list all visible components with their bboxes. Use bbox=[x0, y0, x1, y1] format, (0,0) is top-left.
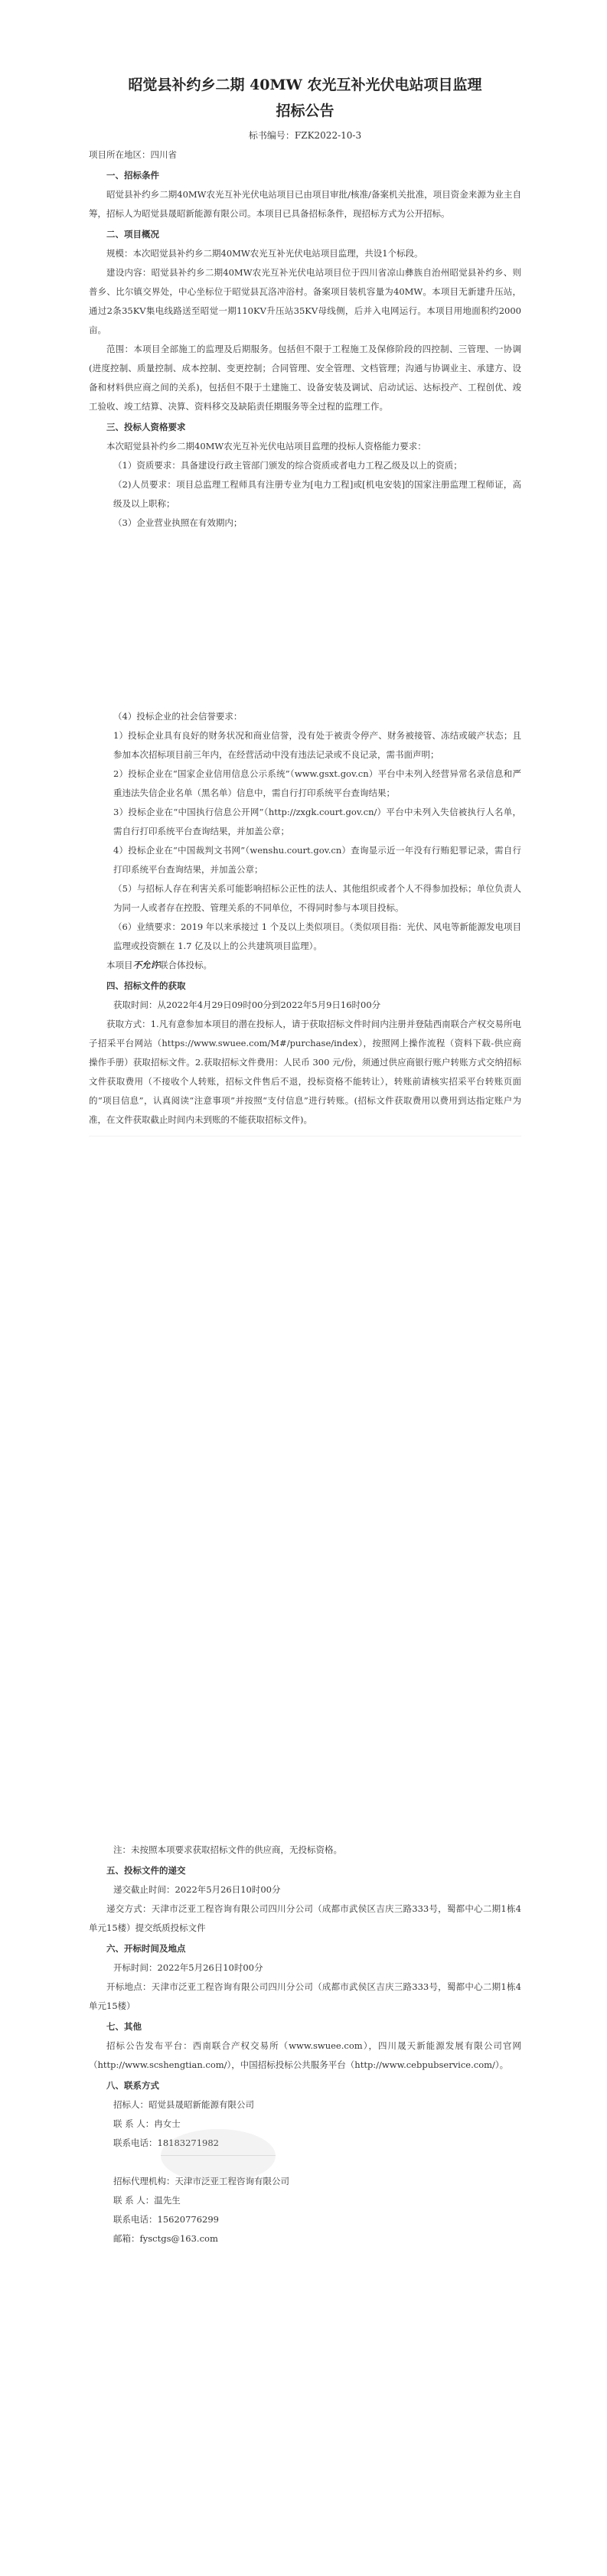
credit-requirement-4: 4）投标企业在“中国裁判文书网”（wenshu.court.gov.cn）查询显示近一年没有行贿犯罪记录，需自行打印系统平台查询结果，并加盖公章； bbox=[113, 845, 521, 875]
joint-bidding-post: 联合体投标。 bbox=[159, 960, 212, 970]
tenderer-name: 招标人：昭觉县晟昭新能源有限公司 bbox=[113, 2099, 254, 2110]
qualification-3: （3）企业营业执照在有效期内； bbox=[113, 517, 243, 528]
submission-place: 递交方式：天津市泛亚工程咨询有限公司四川分公司（成都市武侯区吉庆三路333号，蜀都中心二期1栋4单元15楼）提交纸质投标文件 bbox=[89, 1903, 521, 1933]
qualification-intro: 本次昭觉县补约乡二期40MW农光互补光伏电站项目监理的投标人资格能力要求： bbox=[106, 441, 426, 452]
section-5-heading: 五、投标文件的递交 bbox=[106, 1865, 186, 1876]
opening-place: 开标地点：天津市泛亚工程咨询有限公司四川分公司（成都市武侯区吉庆三路333号，蜀都中心二期1栋4单元15楼） bbox=[89, 1981, 521, 2011]
tenderer-phone: 联系电话：18183271982 bbox=[113, 2137, 219, 2148]
section-2-heading: 二、项目概况 bbox=[106, 229, 159, 240]
project-location: 项目所在地区：四川省 bbox=[89, 149, 177, 160]
agent-name: 招标代理机构：天津市泛亚工程咨询有限公司 bbox=[113, 2176, 289, 2186]
project-content: 建设内容：昭觉县补约乡二期40MW农光互补光伏电站项目位于四川省凉山彝族自治州昭觉县补约乡、则普乡、比尔镇交界处，中心坐标位于昭觉县瓦洛冲浴村。备案项目装机容量为40MW。本项目无新建升压站，通过2条35KV集电线路送至昭觉一期110KV升压站35KV母线侧，后并入电网运行。本项目用地面积约2000亩。 bbox=[89, 267, 521, 335]
document-title bbox=[89, 72, 521, 124]
joint-bidding-emphasis: 不允许 bbox=[132, 960, 159, 970]
publication-platforms: 招标公告发布平台：西南联合产权交易所（www.swuee.com），四川晟天新能源发展有限公司官网（http://www.scshengtian.com/），中国招标投标公共服务平台（http://www.cebpubservice.com/）。 bbox=[89, 2040, 521, 2070]
document-acquisition-method: 获取方式：1.凡有意参加本项目的潜在投标人，请于获取招标文件时间内注册并登陆西南联合产权交易所电子招采平台网站（https://www.swuee.com/M#/purchase/index），按照网上操作流程（资料下载-供应商操作手册）获取招标文件。2.获取招标文件费用：人民币 300 元/份，须通过供应商银行账户转账方式交纳招标文件获取费用（不接收个人转账，招标文件售后不退，投标资格不能转让），转账前请核实招采平台转账页面的“项目信息”，认真阅读“注意事项”并按照“支付信息”进行转账。(招标文件获取费用以费用到达指定账户为准，在文件获取截止时间内未到账的不能获取招标文件)。 bbox=[89, 1019, 521, 1125]
agent-contact: 联 系 人：温先生 bbox=[113, 2195, 181, 2206]
document-acquisition-time: 获取时间：从2022年4月29日09时00分到2022年5月9日16时00分 bbox=[113, 999, 381, 1010]
joint-bidding-pre: 本项目 bbox=[106, 960, 133, 970]
project-scale: 规模：本次昭觉县补约乡二期40MW农光互补光伏电站项目监理，共设1个标段。 bbox=[106, 248, 423, 259]
section-1-text: 昭觉县补约乡二期40MW农光互补光伏电站项目已由项目审批/核准/备案机关批准，项目资金来源为业主自筹，招标人为昭觉县晟昭新能源有限公司。本项目已具备招标条件，现招标方式为公开招标。 bbox=[89, 189, 521, 219]
stamp-line bbox=[161, 2155, 276, 2156]
tenderer-contact: 联 系 人：冉女士 bbox=[113, 2118, 181, 2129]
title-line-1: 昭觉县补约乡二期 40MW 农光互补光伏电站项目监理 bbox=[128, 77, 482, 93]
blank-area bbox=[89, 533, 521, 707]
company-seal-stamp bbox=[161, 2129, 276, 2183]
conflict-of-interest-requirement: （5）与招标人存在利害关系可能影响招标公正性的法人、其他组织或者个人不得参加投标；单位负责人为同一人或者存在控股、管理关系的不同单位，不得同时参与本项目投标。 bbox=[113, 883, 521, 913]
joint-bidding-statement bbox=[89, 956, 521, 975]
qualification-1: （1）资质要求：具备建设行政主管部门颁发的综合资质或者电力工程乙级及以上的资质； bbox=[113, 460, 462, 471]
qualification-4: （4）投标企业的社会信誉要求： bbox=[113, 711, 243, 722]
title-line-2: 招标公告 bbox=[276, 103, 335, 119]
section-7-heading: 七、其他 bbox=[106, 2021, 142, 2032]
document-body-part2 bbox=[89, 1841, 521, 2248]
section-6-heading: 六、开标时间及地点 bbox=[106, 1943, 186, 1954]
credit-requirement-3: 3）投标企业在“中国执行信息公开网”（http://zxgk.court.gov.cn/）平台中未列入失信被执行人名单，需自行打印系统平台查询结果，并加盖公章； bbox=[113, 807, 521, 836]
spacer bbox=[89, 2153, 521, 2172]
project-scope: 范围：本项目全部施工的监理及后期服务。包括但不限于工程施工及保修阶段的四控制、三管理、一协调(进度控制、质量控制、成本控制、变更控制；合同管理、安全管理、文档管理；沟通与协调业主、承建方、设备和材料供应商之间的关系)，包括但不限于土建施工、设备安装及调试、启动试运、达标投产、工程创优、竣工验收、竣工结算、决算、资料移交及缺陷责任期服务等全过程的监理工作。 bbox=[89, 344, 521, 412]
qualification-2: （2)人员要求：项目总监理工程师具有注册专业为[电力工程]或[机电安装]的国家注册监理工程师证，高级及以上职称； bbox=[113, 479, 521, 509]
opening-time: 开标时间：2022年5月26日10时00分 bbox=[113, 1962, 263, 1973]
agent-phone: 联系电话：15620776299 bbox=[113, 2214, 219, 2225]
agent-email: 邮箱：fysctgs@163.com bbox=[113, 2233, 218, 2244]
section-4-heading: 四、招标文件的获取 bbox=[106, 980, 186, 991]
section-8-heading: 八、联系方式 bbox=[106, 2080, 159, 2091]
acquisition-note: 注：未按照本项要求获取招标文件的供应商，无投标资格。 bbox=[113, 1844, 342, 1855]
credit-requirement-2: 2）投标企业在“国家企业信用信息公示系统”（www.gsxt.gov.cn）平台中未列入经营异常名录信息和严重违法失信企业名单（黑名单）信息中，需自行打印系统平台查询结果； bbox=[113, 768, 521, 798]
document-body-part1 bbox=[89, 61, 521, 1136]
performance-requirement: （6）业绩要求：2019 年以来承接过 1 个及以上类似项目。（类似项目指：光伏、风电等新能源发电项目监理或投资额在 1.7 亿及以上的公共建筑项目监理）。 bbox=[113, 921, 521, 951]
credit-requirement-1: 1）投标企业具有良好的财务状况和商业信誉，没有处于被责令停产、财务被接管、冻结或破产状态；且参加本次招标项目前三年内，在经营活动中没有违法记录或不良记录，需书面声明； bbox=[113, 730, 521, 760]
submission-deadline: 递交截止时间：2022年5月26日10时00分 bbox=[113, 1884, 281, 1895]
tender-serial-number: 标书编号：FZK2022-10-3 bbox=[248, 130, 362, 141]
section-3-heading: 三、投标人资格要求 bbox=[106, 422, 186, 432]
section-1-heading: 一、招标条件 bbox=[106, 170, 159, 181]
